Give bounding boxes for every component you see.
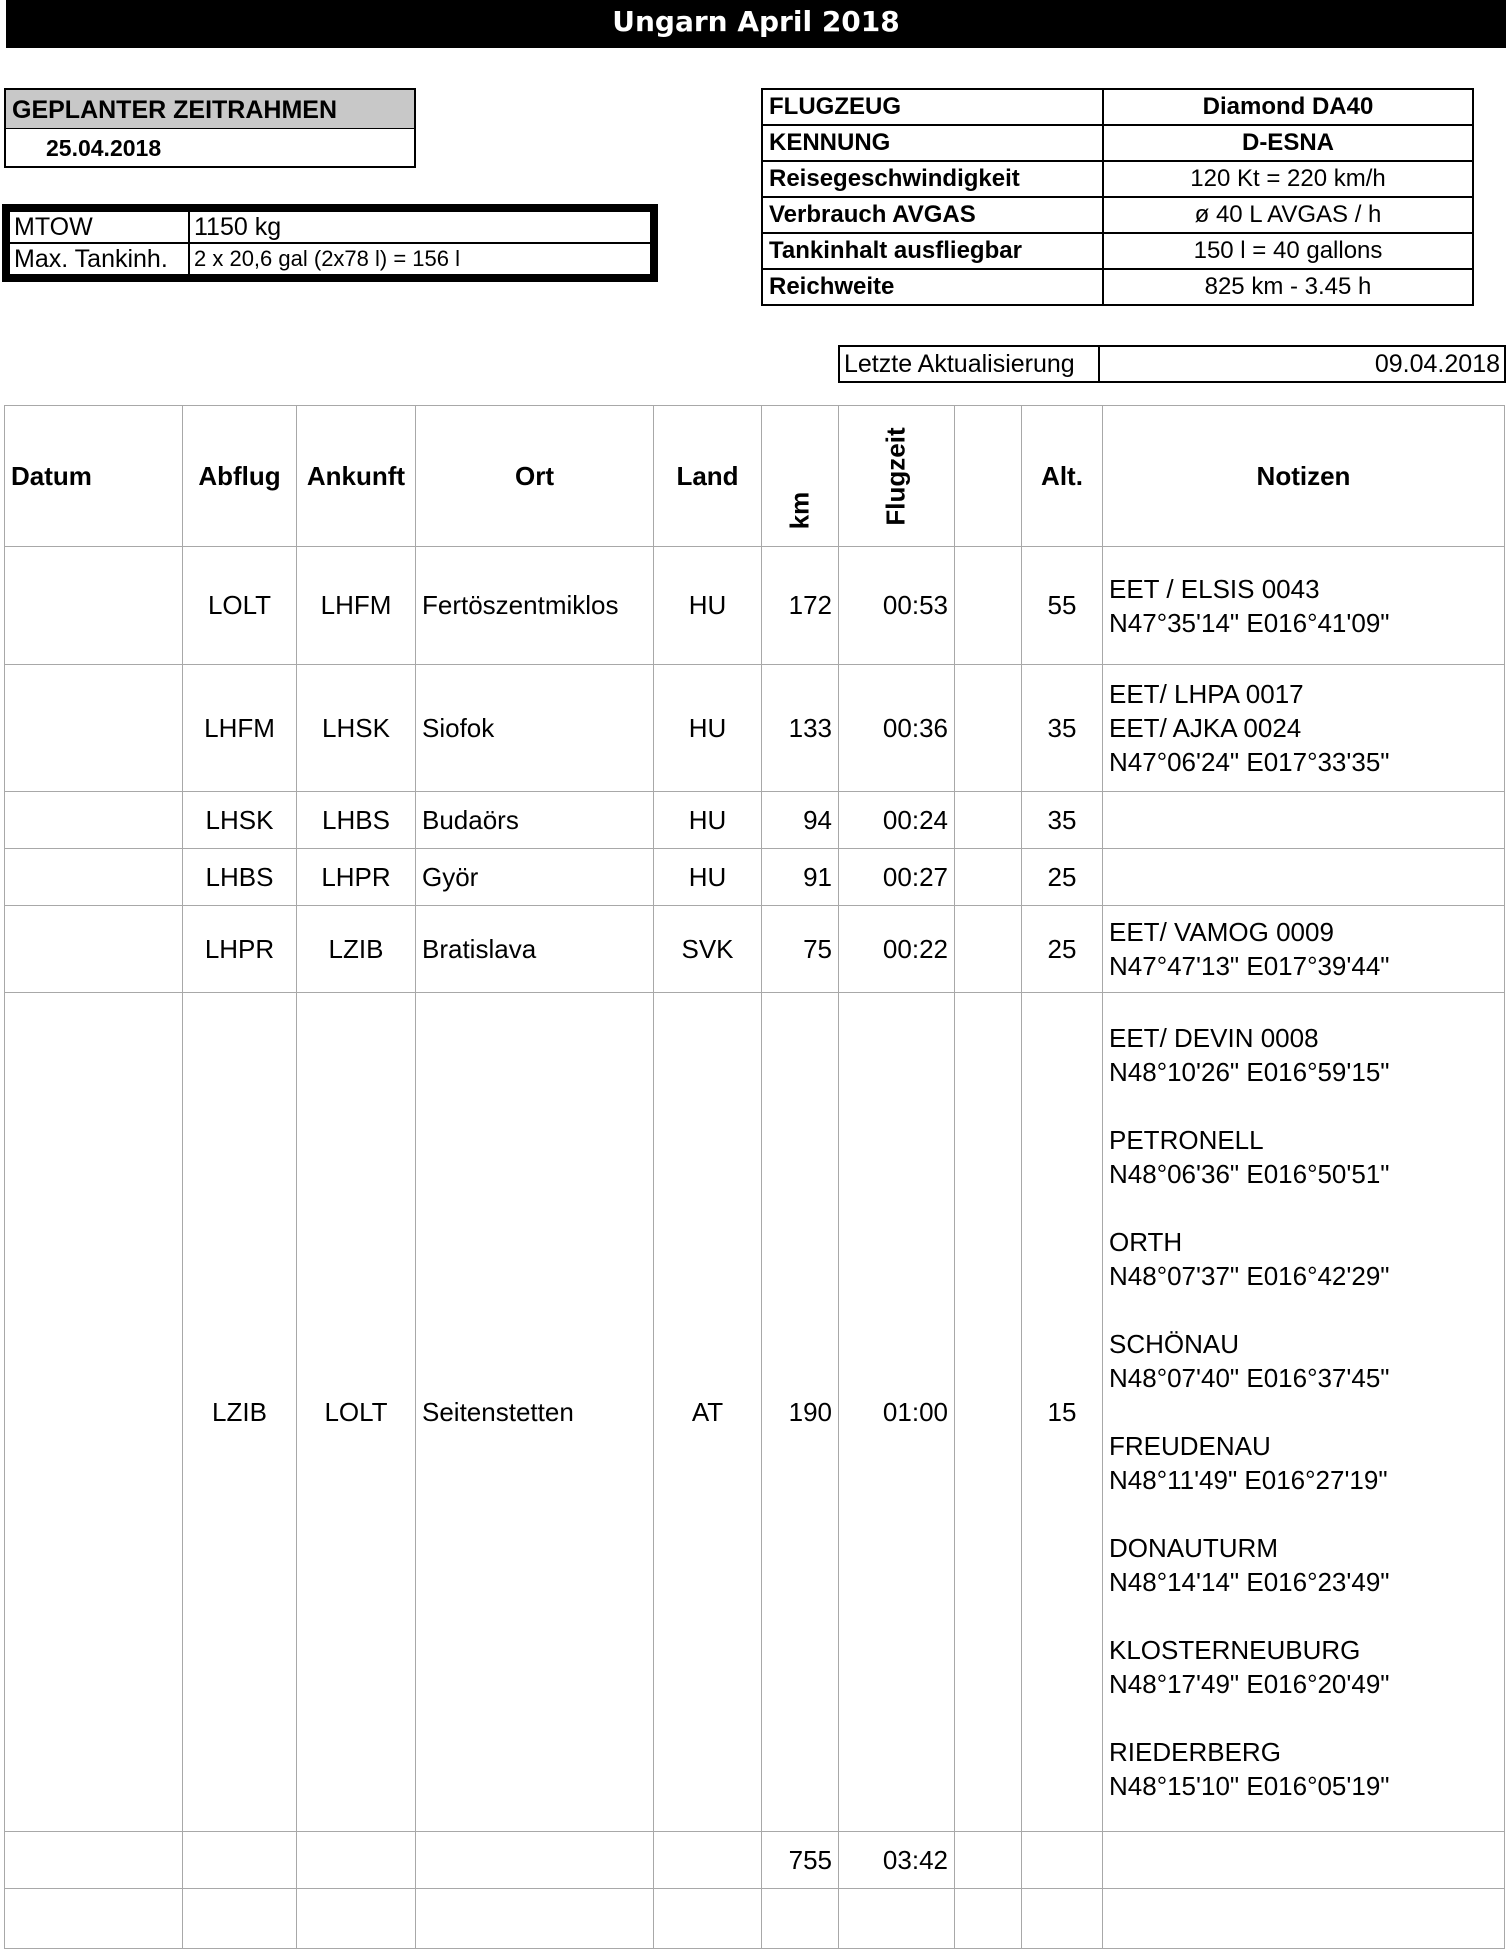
flugzeit-cell: 00:24 (839, 792, 955, 849)
note-line: N48°11'49" E016°27'19" (1109, 1465, 1388, 1495)
flugzeit-cell: 00:53 (839, 547, 955, 665)
col-flugzeit: Flugzeit (881, 426, 911, 526)
col-notizen: Notizen (1103, 406, 1505, 547)
ankunft-cell: LHFM (297, 547, 416, 665)
empty-cell (5, 1832, 183, 1889)
abflug-cell: LHSK (183, 792, 297, 849)
note-line (1109, 1395, 1498, 1429)
alt-cell: 15 (1022, 993, 1103, 1832)
ort-cell: Fertöszentmiklos (416, 547, 654, 665)
col-flugzeit-cell (839, 406, 955, 547)
ankunft-cell: LHSK (297, 665, 416, 792)
note-line (1109, 1497, 1498, 1531)
empty-cell (654, 1832, 762, 1889)
blank-cell (955, 993, 1022, 1832)
km-cell: 190 (762, 993, 839, 1832)
fuel-consumption-value: ø 40 L AVGAS / h (1103, 197, 1473, 233)
land-cell: HU (654, 792, 762, 849)
empty-cell (183, 1832, 297, 1889)
ankunft-cell: LHPR (297, 849, 416, 906)
notes-cell (1103, 849, 1505, 906)
empty-cell (955, 1832, 1022, 1889)
abflug-cell: LHPR (183, 906, 297, 993)
last-update-label: Letzte Aktualisierung (839, 346, 1099, 382)
empty-cell (416, 1889, 654, 1949)
range-value: 825 km - 3.45 h (1103, 269, 1473, 305)
empty-cell (654, 1889, 762, 1949)
abflug-cell: LHFM (183, 665, 297, 792)
col-datum: Datum (5, 406, 183, 547)
note-line: N48°14'14" E016°23'49" (1109, 1567, 1390, 1597)
notes-cell (1103, 547, 1505, 665)
notes-cell (1103, 792, 1505, 849)
note-line: EET/ VAMOG 0009 (1109, 917, 1334, 947)
ort-cell: Budaörs (416, 792, 654, 849)
land-cell: AT (654, 993, 762, 1832)
total-km: 755 (762, 1832, 839, 1889)
empty-cell (839, 1889, 955, 1949)
mtow-label: MTOW (9, 211, 189, 243)
note-line: KLOSTERNEUBURG (1109, 1635, 1361, 1665)
header-row (5, 406, 1505, 547)
last-update-table (838, 345, 1506, 383)
flight-table (4, 405, 1505, 1949)
note-line: EET/ AJKA 0024 (1109, 713, 1302, 743)
ankunft-cell: LOLT (297, 993, 416, 1832)
flugzeit-cell: 01:00 (839, 993, 955, 1832)
blank-cell (955, 906, 1022, 993)
note-line (1109, 1191, 1498, 1225)
km-cell: 133 (762, 665, 839, 792)
km-cell: 172 (762, 547, 839, 665)
last-update-value: 09.04.2018 (1099, 346, 1505, 382)
aircraft-value: Diamond DA40 (1103, 89, 1473, 125)
land-cell: SVK (654, 906, 762, 993)
col-km-cell (762, 406, 839, 547)
table-row (5, 849, 1505, 906)
col-km: km (784, 491, 815, 530)
note-line: N47°06'24" E017°33'35" (1109, 747, 1390, 777)
datum-cell (5, 792, 183, 849)
note-line (1109, 1599, 1498, 1633)
col-alt: Alt. (1022, 406, 1103, 547)
col-ort: Ort (416, 406, 654, 547)
ankunft-cell: LZIB (297, 906, 416, 993)
note-line: N47°47'13" E017°39'44" (1109, 951, 1390, 981)
ort-cell: Györ (416, 849, 654, 906)
note-line (1109, 1701, 1498, 1735)
datum-cell (5, 665, 183, 792)
empty-cell (416, 1832, 654, 1889)
note-line: EET/ LHPA 0017 (1109, 679, 1304, 709)
mtow-value: 1150 kg (189, 211, 651, 243)
ort-cell: Seitenstetten (416, 993, 654, 1832)
empty-row (5, 1889, 1505, 1949)
ort-cell: Bratislava (416, 906, 654, 993)
cruise-speed-value: 120 Kt = 220 km/h (1103, 161, 1473, 197)
alt-cell: 25 (1022, 906, 1103, 993)
total-flugzeit: 03:42 (839, 1832, 955, 1889)
table-row (5, 547, 1505, 665)
blank-cell (955, 665, 1022, 792)
blank-cell (955, 792, 1022, 849)
flugzeit-cell: 00:27 (839, 849, 955, 906)
empty-cell (1022, 1832, 1103, 1889)
datum-cell (5, 906, 183, 993)
time-frame-label: GEPLANTER ZEITRAHMEN (6, 90, 414, 129)
col-land: Land (654, 406, 762, 547)
fuel-consumption-label: Verbrauch AVGAS (762, 197, 1103, 233)
empty-cell (762, 1889, 839, 1949)
note-line: N48°10'26" E016°59'15" (1109, 1057, 1390, 1087)
note-line: N48°15'10" E016°05'19" (1109, 1771, 1390, 1801)
abflug-cell: LHBS (183, 849, 297, 906)
km-cell: 94 (762, 792, 839, 849)
empty-cell (1022, 1889, 1103, 1949)
abflug-cell: LOLT (183, 547, 297, 665)
flugzeit-cell: 00:36 (839, 665, 955, 792)
empty-cell (1103, 1889, 1505, 1949)
col-blank (955, 406, 1022, 547)
km-cell: 91 (762, 849, 839, 906)
aircraft-table (761, 88, 1474, 306)
weight-box (2, 204, 658, 282)
usable-fuel-value: 150 l = 40 gallons (1103, 233, 1473, 269)
tank-value: 2 x 20,6 gal (2x78 l) = 156 l (189, 243, 651, 275)
note-line: RIEDERBERG (1109, 1737, 1281, 1767)
notes-cell (1103, 665, 1505, 792)
note-line: SCHÖNAU (1109, 1329, 1240, 1359)
note-line: N48°06'36" E016°50'51" (1109, 1159, 1390, 1189)
note-line: N47°35'14" E016°41'09" (1109, 607, 1390, 638)
note-line: DONAUTURM (1109, 1533, 1278, 1563)
empty-cell (1103, 1832, 1505, 1889)
land-cell: HU (654, 665, 762, 792)
alt-cell: 55 (1022, 547, 1103, 665)
note-line: N48°07'40" E016°37'45" (1109, 1363, 1390, 1393)
notes-cell (1103, 993, 1505, 1832)
totals-row (5, 1832, 1505, 1889)
empty-cell (5, 1889, 183, 1949)
ankunft-cell: LHBS (297, 792, 416, 849)
datum-cell (5, 993, 183, 1832)
aircraft-label: FLUGZEUG (762, 89, 1103, 125)
note-line: N48°07'37" E016°42'29" (1109, 1261, 1390, 1291)
registration-label: KENNUNG (762, 125, 1103, 161)
alt-cell: 35 (1022, 665, 1103, 792)
time-frame-box (4, 88, 416, 168)
note-line: ORTH (1109, 1227, 1183, 1257)
land-cell: HU (654, 849, 762, 906)
notes-cell (1103, 906, 1505, 993)
ort-cell: Siofok (416, 665, 654, 792)
note-line: EET / ELSIS 0043 (1109, 573, 1320, 604)
col-abflug: Abflug (183, 406, 297, 547)
flugzeit-cell: 00:22 (839, 906, 955, 993)
empty-cell (955, 1889, 1022, 1949)
land-cell: HU (654, 547, 762, 665)
usable-fuel-label: Tankinhalt ausfliegbar (762, 233, 1103, 269)
col-ankunft: Ankunft (297, 406, 416, 547)
table-row (5, 792, 1505, 849)
note-line (1109, 1089, 1498, 1123)
empty-cell (297, 1832, 416, 1889)
note-line: PETRONELL (1109, 1125, 1264, 1155)
alt-cell: 35 (1022, 792, 1103, 849)
note-line: FREUDENAU (1109, 1431, 1271, 1461)
table-row (5, 993, 1505, 1832)
empty-cell (297, 1889, 416, 1949)
datum-cell (5, 547, 183, 665)
blank-cell (955, 849, 1022, 906)
blank-cell (955, 547, 1022, 665)
note-line (1109, 1293, 1498, 1327)
abflug-cell: LZIB (183, 993, 297, 1832)
table-row (5, 665, 1505, 792)
alt-cell: 25 (1022, 849, 1103, 906)
table-row (5, 906, 1505, 993)
km-cell: 75 (762, 906, 839, 993)
registration-value: D-ESNA (1103, 125, 1473, 161)
datum-cell (5, 849, 183, 906)
time-frame-value: 25.04.2018 (46, 135, 162, 161)
note-line: EET/ DEVIN 0008 (1109, 1023, 1319, 1053)
tank-label: Max. Tankinh. (9, 243, 189, 275)
empty-cell (183, 1889, 297, 1949)
note-line: N48°17'49" E016°20'49" (1109, 1669, 1390, 1699)
page-title: Ungarn April 2018 (6, 0, 1506, 48)
range-label: Reichweite (762, 269, 1103, 305)
cruise-speed-label: Reisegeschwindigkeit (762, 161, 1103, 197)
